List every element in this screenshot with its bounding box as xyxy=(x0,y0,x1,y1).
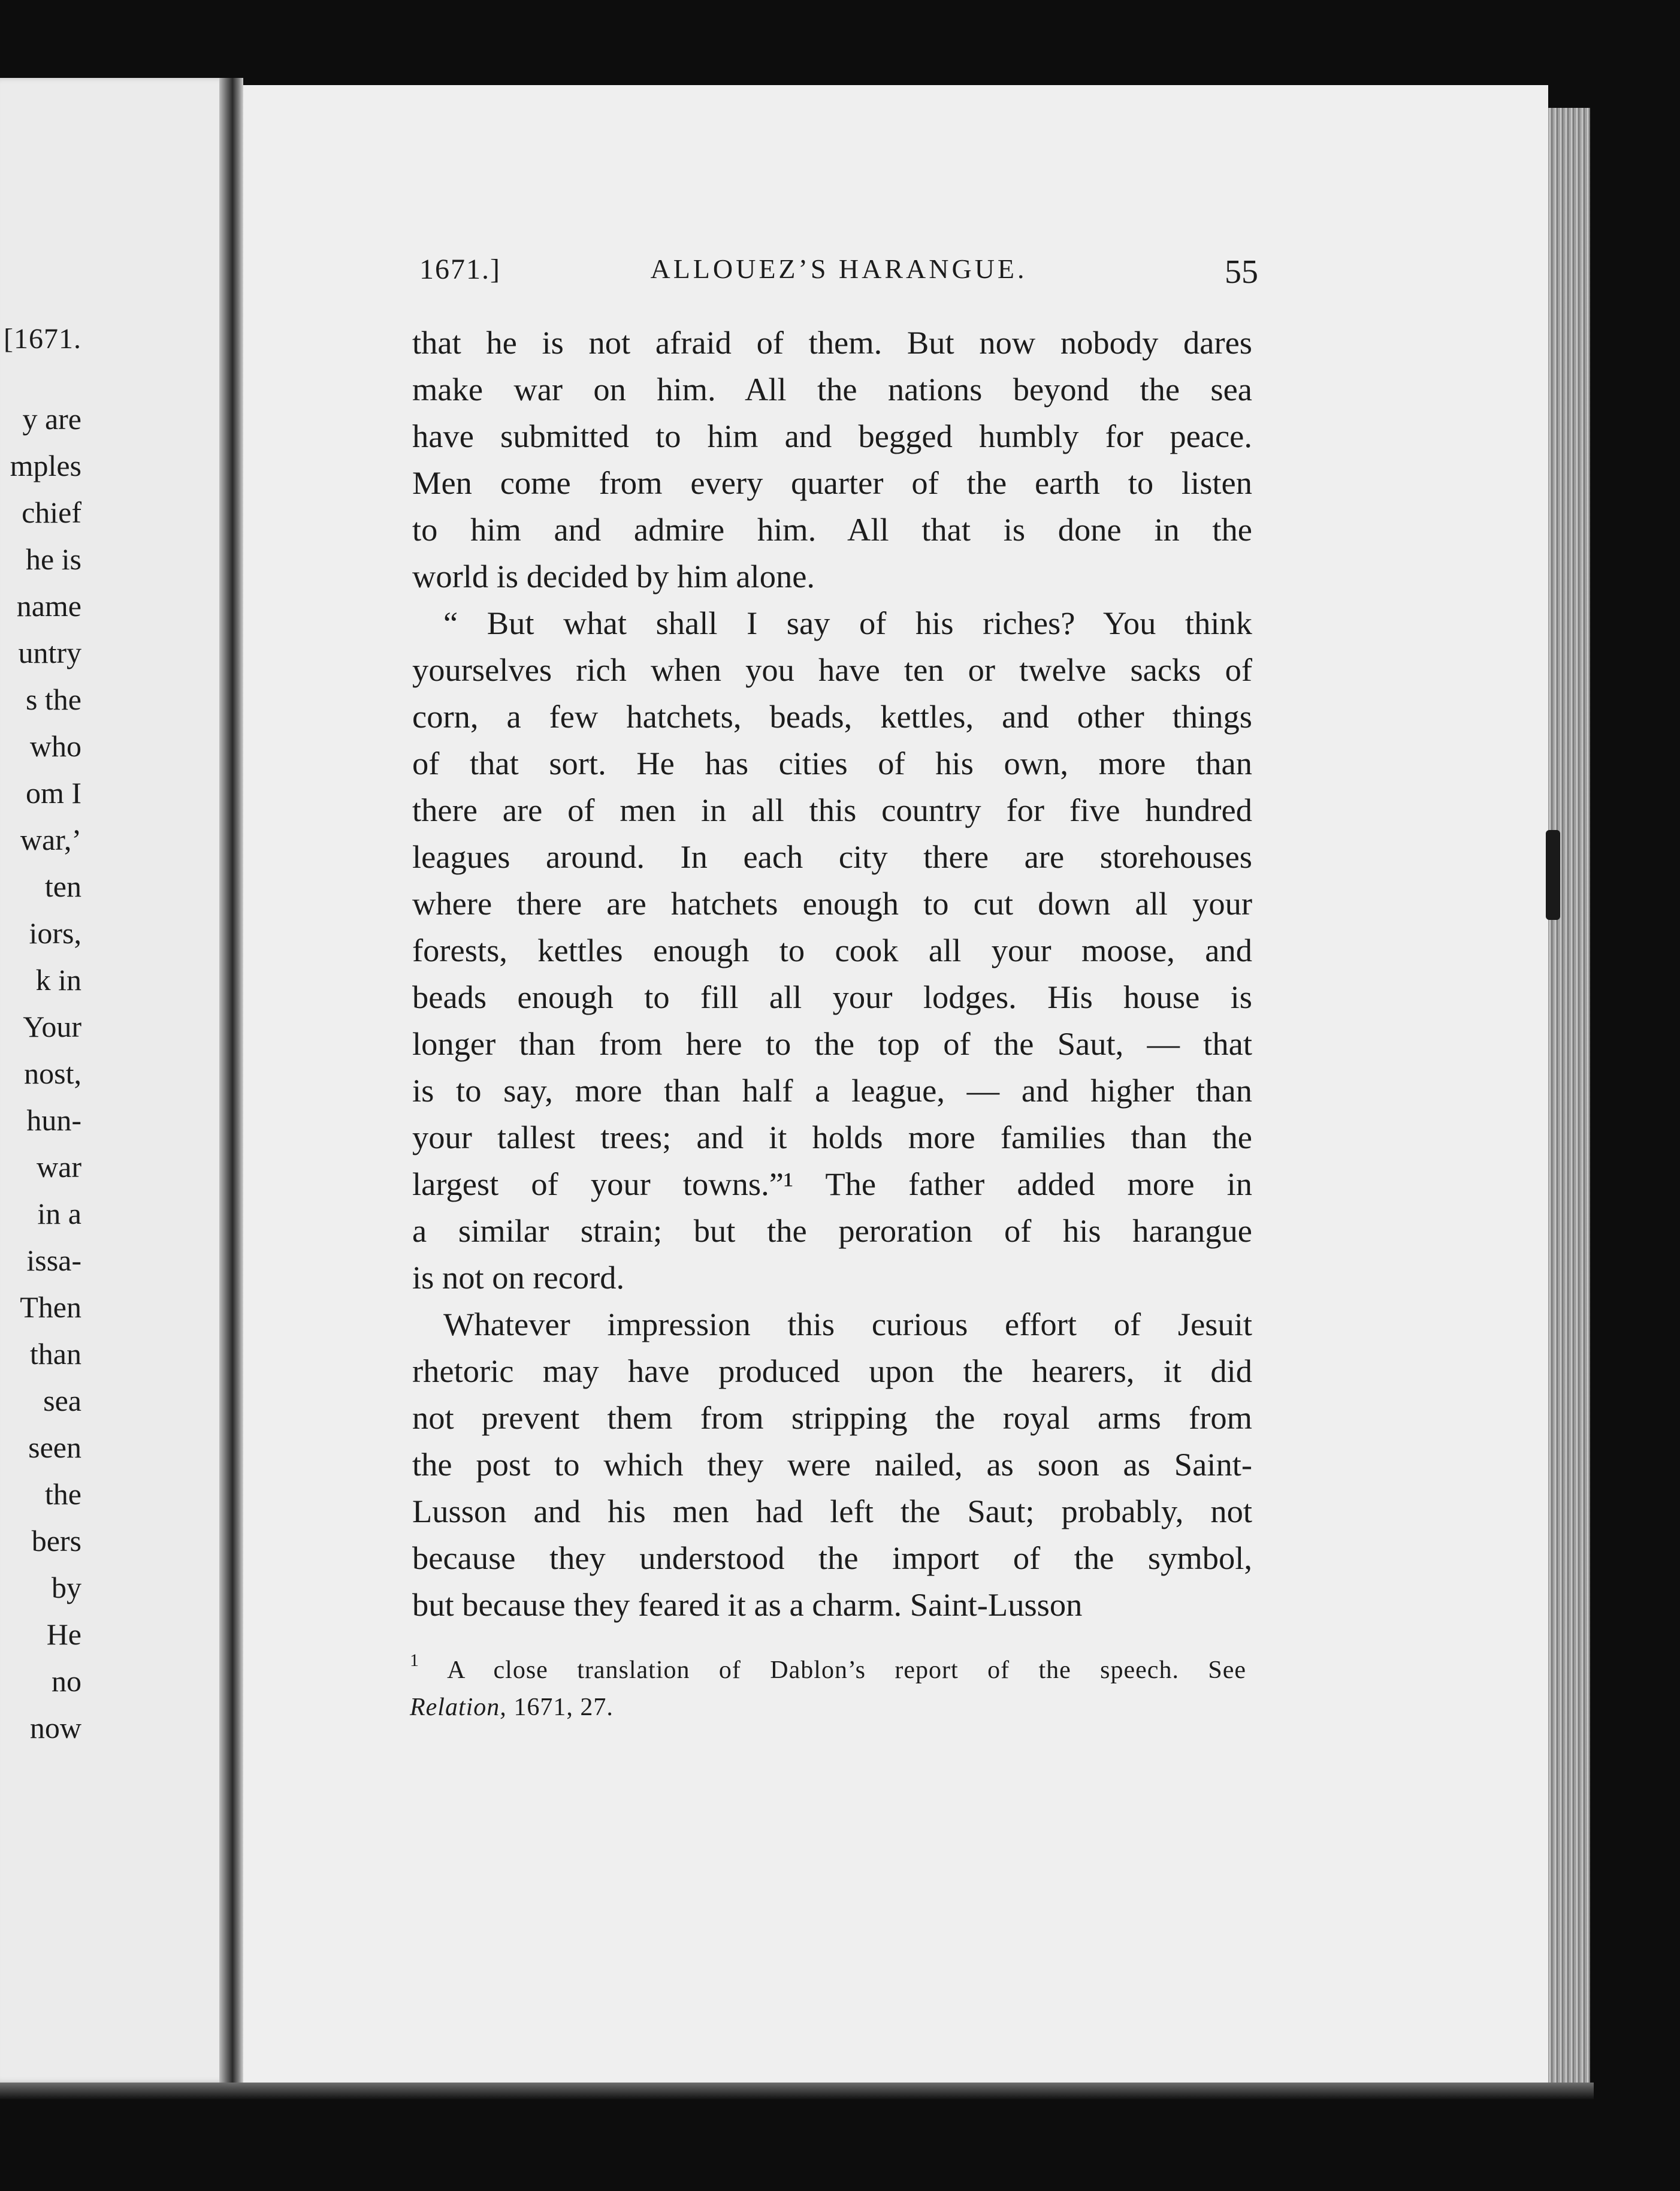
text-line: Lusson and his men had left the Saut; probably, not xyxy=(412,1493,1252,1529)
text-line: Men come from every quarter of the earth to listen xyxy=(412,464,1252,501)
left-page-line: untry xyxy=(18,636,81,669)
left-page-line: bers xyxy=(31,1524,81,1558)
left-page-line: now xyxy=(29,1711,81,1745)
text-line: “ But what shall I say of his riches? You think xyxy=(443,605,1252,641)
text-line: where there are hatchets enough to cut down all your xyxy=(412,885,1252,922)
text-line: a similar strain; but the peroration of his harangue xyxy=(412,1212,1252,1249)
running-head-year: 1671.] xyxy=(419,253,501,285)
left-page-line: issa- xyxy=(26,1244,81,1277)
left-page-line: sea xyxy=(43,1384,81,1417)
text-line: the post to which they were nailed, as soon as Saint- xyxy=(412,1446,1252,1483)
text-line: is not on record. xyxy=(412,1259,625,1296)
page-number: 55 xyxy=(1225,253,1258,291)
text-line: beads enough to fill all your lodges. His house is xyxy=(412,979,1252,1015)
paragraph xyxy=(412,600,1252,1301)
left-page-line: than xyxy=(29,1337,81,1371)
left-page-line: name xyxy=(16,589,81,623)
text-line: but because they feared it as a charm. Saint-Lusson xyxy=(412,1586,1083,1623)
text-line: have submitted to him and begged humbly for peace. xyxy=(412,418,1252,454)
left-page-line: seen xyxy=(28,1431,81,1464)
text-line: Whatever impression this curious effort of Jesuit xyxy=(443,1306,1252,1342)
page-edge xyxy=(1548,108,1590,2098)
footnote-text: A close translation of Dablon’s report of the speech. See xyxy=(447,1656,1246,1684)
left-page-line: Then xyxy=(20,1290,81,1324)
text-line: leagues around. In each city there are storehouses xyxy=(412,838,1252,875)
text-line: forests, kettles enough to cook all your moose, and xyxy=(412,932,1252,968)
left-page-line: k in xyxy=(35,963,81,997)
text-line: world is decided by him alone. xyxy=(412,558,815,594)
left-page-line: war xyxy=(37,1150,81,1184)
footnote xyxy=(410,1652,1246,1726)
text-line: make war on him. All the nations beyond the sea xyxy=(412,371,1252,408)
text-line: yourselves rich when you have ten or twelve sacks of xyxy=(412,651,1252,688)
text-line: of that sort. He has cities of his own, more than xyxy=(412,745,1252,781)
bottom-shadow xyxy=(0,2083,1594,2099)
left-page-line: in a xyxy=(37,1197,81,1230)
text-line: to him and admire him. All that is done in the xyxy=(412,511,1252,548)
left-page-line: mples xyxy=(10,449,81,482)
left-page-line: by xyxy=(52,1571,81,1604)
text-line: longer than from here to the top of the Saut, — that xyxy=(412,1025,1252,1062)
left-page-line: iors, xyxy=(29,916,81,950)
left-page-line: no xyxy=(52,1664,81,1698)
running-head xyxy=(419,253,1258,295)
left-page-line: s the xyxy=(25,683,81,716)
left-page-line: chief xyxy=(22,496,81,529)
footnote-line-1 xyxy=(410,1652,1246,1689)
text-line: your tallest trees; and it holds more families than the xyxy=(412,1119,1252,1155)
left-page xyxy=(0,78,235,2083)
text-line: that he is not afraid of them. But now nobody dares xyxy=(412,324,1252,361)
left-page-line: He xyxy=(46,1617,81,1651)
text-line: not prevent them from stripping the royal arms from xyxy=(412,1399,1252,1436)
running-head-title: ALLOUEZ’S HARANGUE. xyxy=(650,253,1028,284)
book-gutter xyxy=(219,78,243,2092)
text-line: there are of men in all this country for five hundred xyxy=(412,792,1252,828)
left-page-header: [1671. xyxy=(4,323,81,355)
text-line: because they understood the import of the symbol, xyxy=(412,1540,1252,1576)
footnote-citation-title: Relation, xyxy=(410,1694,507,1721)
text-line: largest of your towns.”¹ The father added more in xyxy=(412,1166,1252,1202)
body-text xyxy=(412,319,1252,1628)
left-page-text xyxy=(10,396,81,1751)
footnote-line-2 xyxy=(410,1689,1246,1726)
left-page-line: om I xyxy=(25,776,81,810)
left-page-line: y are xyxy=(22,402,81,436)
paragraph xyxy=(412,1301,1252,1628)
text-line: corn, a few hatchets, beads, kettles, and other things xyxy=(412,698,1252,735)
text-line: is to say, more than half a league, — and higher than xyxy=(412,1072,1252,1109)
left-page-line: who xyxy=(29,729,81,763)
left-page-line: the xyxy=(44,1477,81,1511)
left-page-line: he is xyxy=(25,542,81,576)
left-page-line: Your xyxy=(23,1010,81,1043)
left-page-line: hun- xyxy=(26,1103,81,1137)
paragraph xyxy=(412,319,1252,600)
text-line: rhetoric may have produced upon the hearers, it did xyxy=(412,1353,1252,1389)
footnote-citation-rest: 1671, 27. xyxy=(506,1694,614,1721)
left-page-line: war,’ xyxy=(20,823,81,856)
left-page-line: ten xyxy=(44,870,81,903)
page-edge-damage xyxy=(1546,830,1560,920)
left-page-line: nost, xyxy=(24,1057,81,1090)
footnote-marker: 1 xyxy=(410,1650,419,1670)
